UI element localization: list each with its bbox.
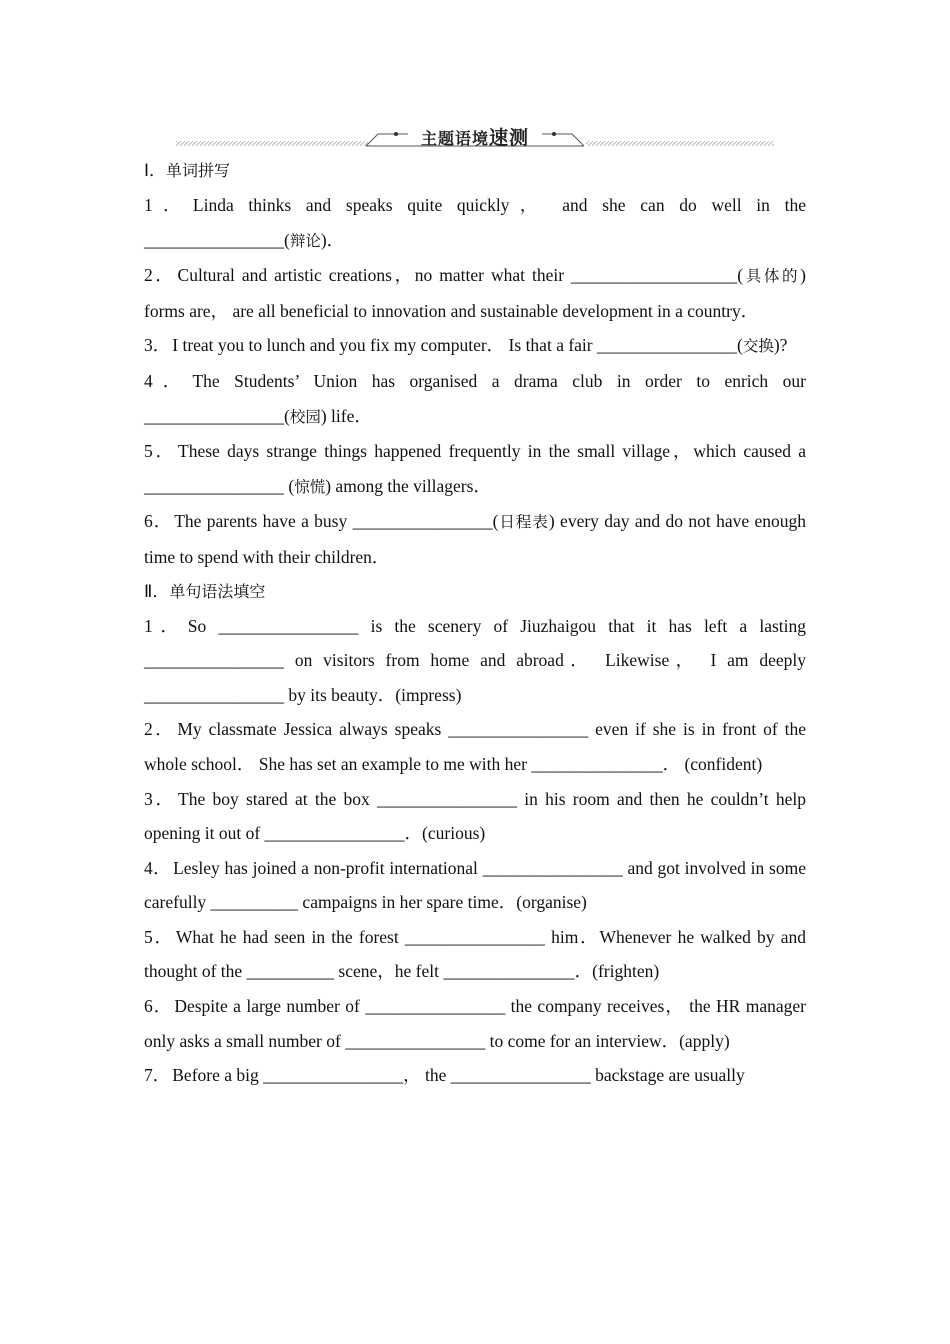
grammar-item-4: 4． Lesley has joined a non-profit international ________________ and got involved in some carefully __________ campaigns in her spare time．(organise) [144,857,807,913]
exercise-content [144,154,806,1093]
chinese-hint: 具体的 [743,267,801,286]
banner-title-part1: 主题语境 [420,129,489,148]
chinese-hint: 交换 [742,337,774,356]
spelling-item-2: 2． Cultural and artistic creations，no matter what their ___________________(具体的) forms are， are all beneficial to innovation and sustainable development in a country． [144,265,806,321]
section-heading-spelling [144,154,806,188]
section-banner [176,122,774,152]
grammar-item-1: 1． So ________________ is the scenery of Jiuzhaigou that it has left a lasting ________________ on visitors from home and abroad． Likewise， I am deeply ________________ by its beauty．(impress) [144,615,806,705]
chinese-hint: 校园 [289,407,321,426]
spelling-item-3: 3． I treat you to lunch and you fix my computer． Is that a fair ________________(交换)? [144,335,788,356]
chinese-hint: 惊慌 [294,477,326,496]
banner-title-part2: 速测 [489,127,530,149]
section-heading-grammar [144,575,806,609]
grammar-item-6: 6． Despite a large number of ________________ the company receives， the HR manager only asks a small number of ________________ to come for an interview．(apply) [144,996,806,1051]
spelling-item-6: 6． The parents have a busy ________________(日程表) every day and do not have enough time to spend with their children． [144,511,807,567]
spelling-item-1: 1． Linda thinks and speaks quite quickly， and she can do well in the ________________(辩论)． [144,195,806,250]
chinese-hint: 辩论 [289,231,321,250]
grammar-item-3: 3． The boy stared at the box ________________ in his room and then he couldn’t help opening it out of ________________．(curious) [144,788,806,844]
spelling-item-5: 5． These days strange things happened frequently in the small village，which caused a ________________ (惊慌) among the villagers． [144,441,807,496]
section-title: 单词拼写 [166,161,231,180]
grammar-item-2: 2． My classmate Jessica always speaks ________________ even if she is in front of the whole school． She has set an example to me with her _______________． (confident) [144,719,807,774]
spelling-item-4: 4． The Students’ Union has organised a drama club in order to enrich our ________________(校园) life． [144,370,807,426]
section-title: 单句语法填空 [169,581,266,601]
banner-title [176,123,774,150]
grammar-item-5: 5． What he had seen in the forest ________________ him．Whenever he walked by and thought of the __________ scene，he felt _______________．(frighten) [144,926,806,982]
section-number: Ⅰ． [144,161,167,180]
grammar-item-7: 7． Before a big ________________， the ________________ backstage are usually [144,1065,745,1086]
section-number: Ⅱ． [144,581,170,601]
chinese-hint: 日程表 [498,513,549,532]
